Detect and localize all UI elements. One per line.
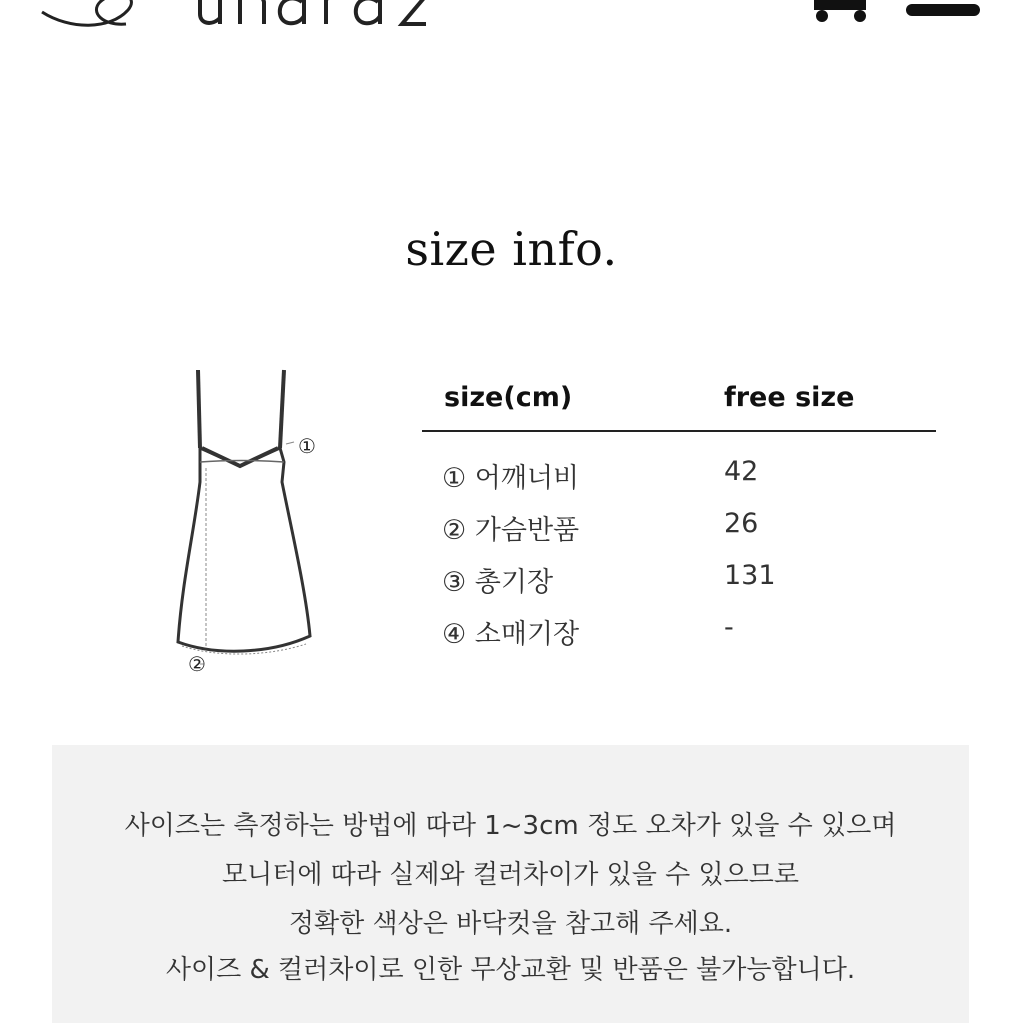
menu-icon[interactable] [906, 0, 984, 24]
row-label: ④ 소매기장 [442, 619, 580, 650]
row-label: ② 가슴반품 [442, 515, 580, 546]
row-value: 131 [724, 560, 776, 591]
row-label: ③ 총기장 [442, 567, 554, 598]
section-title: size info. [405, 222, 618, 276]
table-header [422, 380, 936, 432]
table-row [422, 606, 936, 658]
notice-box [52, 745, 969, 1023]
size-table [422, 380, 936, 658]
table-row [422, 450, 936, 502]
notice-line: 정확한 색상은 바닥컷을 참고해 주세요. [288, 909, 733, 939]
notice-line: 모니터에 따라 실제와 컬러차이가 있을 수 있으므로 [221, 860, 800, 890]
row-value: - [724, 612, 734, 643]
column-header-size: size(cm) [444, 382, 573, 413]
table-row [422, 502, 936, 554]
column-header-free-size: free size [724, 382, 855, 413]
logo-icon[interactable] [30, 0, 430, 32]
diagram-marker-2: ② [188, 652, 206, 676]
garment-diagram [160, 362, 330, 682]
header [0, 0, 1023, 40]
notice-line: 사이즈 & 컬러차이로 인한 무상교환 및 반품은 불가능합니다. [165, 955, 856, 985]
table-row [422, 554, 936, 606]
cart-icon[interactable] [808, 0, 872, 24]
notice-line: 사이즈는 측정하는 방법에 따라 1~3cm 정도 오차가 있을 수 있으며 [124, 811, 897, 841]
row-value: 26 [724, 508, 759, 539]
row-value: 42 [724, 456, 759, 487]
diagram-marker-1: ① [298, 434, 316, 458]
row-label: ① 어깨너비 [442, 463, 580, 494]
